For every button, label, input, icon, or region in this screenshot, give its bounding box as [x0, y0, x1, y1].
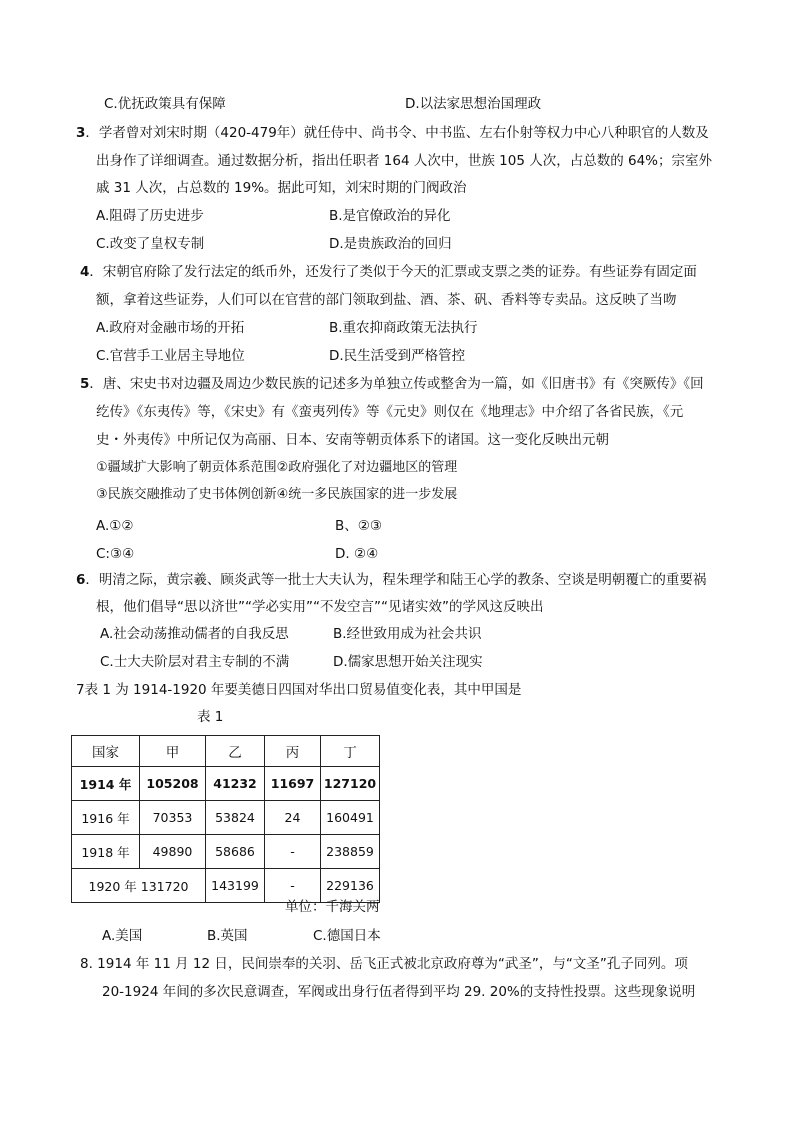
header-bing: 丙 [265, 736, 321, 767]
q4-option-d: D.民生活受到严格管控 [329, 348, 466, 364]
header-yi: 乙 [206, 736, 265, 767]
q3-text: ．学者曾对刘宋时期（420-479年）就任侍中、尚书令、中书监、左右仆射等权力中心八种职官的人数及 [85, 125, 709, 141]
cell-bing: 24 [265, 801, 321, 835]
q5-option-c: C:③④ [96, 546, 135, 562]
cell-ding: 238859 [321, 835, 380, 869]
cell-yi: 143199 [206, 869, 265, 903]
q5-statement-1-2: ①疆域扩大影响了朝贡体系范围②政府强化了对边疆地区的管理 [96, 460, 458, 475]
q3-option-a: A.阻碍了历史进步 [96, 208, 204, 224]
q5-option-d: D. ②④ [335, 546, 379, 562]
cell-ding: 127120 [321, 767, 380, 801]
q5-option-b: B、②③ [335, 518, 382, 534]
q8-stem-line2: 20-1924 年间的多次民意调查，军阀或出身行伍者得到平均 29. 20%的支持性投票。这些现象说明 [102, 984, 696, 1000]
cell-yi: 58686 [206, 835, 265, 869]
cell-jia: 49890 [140, 835, 206, 869]
q3-number: 3 [76, 125, 86, 141]
header-jia: 甲 [140, 736, 206, 767]
q7-option-c: C.德国日本 [313, 928, 381, 944]
q5-number: 5 [80, 376, 90, 392]
cell-ding: 229136 [321, 869, 380, 903]
cell-jia: 105208 [140, 767, 206, 801]
q5-statement-3-4: ③民族交融推动了史书体例创新④统一多民族国家的进一步发展 [96, 487, 458, 502]
row-year: 1914 年 [72, 767, 140, 801]
q2-option-c: C.优抚政策具有保障 [104, 96, 226, 112]
q6-option-a: A.社会动荡推动儒者的自我反思 [100, 626, 289, 642]
cell-yi: 41232 [206, 767, 265, 801]
row-year: 1916 年 [72, 801, 140, 835]
q3-option-b: B.是官僚政治的异化 [329, 208, 451, 224]
q7-option-a: A.美国 [102, 928, 143, 944]
cell-bing: - [265, 835, 321, 869]
table-unit-note: 单位：千海关两 [285, 899, 380, 915]
q5-stem-line3: 史・外夷传》中所记仅为高丽、日本、安南等朝贡体系下的诸国。这一变化反映出元朝 [96, 432, 609, 448]
q4-stem-line1 [80, 262, 697, 282]
q2-option-d: D.以法家思想治国理政 [405, 96, 542, 112]
table-header-row [72, 736, 380, 767]
cell-bing: 11697 [265, 767, 321, 801]
q5-stem-line1 [80, 374, 704, 394]
q3-option-d: D.是贵族政治的回归 [329, 236, 452, 252]
q5-option-a: A.①② [96, 518, 134, 534]
cell-ding: 160491 [321, 801, 380, 835]
q3-stem-line1 [76, 123, 709, 143]
q4-option-b: B.重农抑商政策无法执行 [329, 320, 478, 336]
table-row [72, 801, 380, 835]
q4-option-a: A.政府对金融市场的开拓 [96, 320, 245, 336]
q4-text: ．宋朝官府除了发行法定的纸币外，还发行了类似于今天的汇票或支票之类的证券。有些证券有固定面 [89, 264, 697, 280]
q3-stem-line2: 出身作了详细调查。通过数据分析，指出任职者 164 人次中，世族 105 人次，占总数的 64%；宗室外 [96, 153, 712, 169]
table-row [72, 767, 380, 801]
q4-number: 4 [80, 264, 90, 280]
q6-stem-line2: 根，他们倡导“思以济世”“学必实用”“不发空言”“见诸实效”的学风这反映出 [96, 599, 544, 615]
q6-number: 6 [76, 572, 86, 588]
q5-stem-line2: 纥传》《东夷传》等，《宋史》有《蛮夷列传》等《元史》则仅在《地理志》中介绍了各省民族，《元 [96, 404, 684, 420]
q7-option-b: B.英国 [207, 928, 248, 944]
q6-text: ．明清之际，黄宗羲、顾炎武等一批士大夫认为，程朱理学和陆王心学的教条、空谈是明朝覆亡的重要祸 [85, 572, 707, 588]
table-title: 表 1 [197, 709, 224, 725]
q6-option-d: D.儒家思想开始关注现实 [333, 654, 483, 670]
q3-option-c: C.改变了皇权专制 [96, 236, 205, 252]
cell-jia: 70353 [140, 801, 206, 835]
cell-bing: - [265, 869, 321, 903]
q5-text: ．唐、宋史书对边疆及周边少数民族的记述多为单独立传或整舍为一篇，如《旧唐书》有《突厥传》《回 [89, 376, 704, 392]
header-ding: 丁 [321, 736, 380, 767]
q8-stem-line1: 8. 1914 年 11 月 12 日，民间崇奉的关羽、岳飞正式被北京政府尊为“武圣”，与“文圣”孔子同列。项 [80, 956, 688, 972]
row-year: 1918 年 [72, 835, 140, 869]
q7-stem: 7表 1 为 1914-1920 年要美德日四国对华出口贸易值变化表，其中甲国是 [76, 682, 522, 698]
row-year-and-jia: 1920 年 131720 [72, 869, 206, 903]
q4-stem-line2: 额，拿着这些证券，人们可以在官营的部门领取到盐、酒、茶、矾、香料等专卖品。这反映了当吻 [96, 292, 677, 308]
header-country: 国家 [72, 736, 140, 767]
q3-stem-line3: 戚 31 人次，占总数的 19%。据此可知，刘宋时期的门阀政治 [96, 180, 467, 196]
cell-yi: 53824 [206, 801, 265, 835]
table-row [72, 835, 380, 869]
export-trade-table [71, 735, 380, 903]
q6-option-c: C.士大夫阶层对君主专制的不满 [100, 654, 290, 670]
q4-option-c: C.官营手工业居主导地位 [96, 348, 245, 364]
q6-option-b: B.经世致用成为社会共识 [333, 626, 482, 642]
q6-stem-line1 [76, 570, 706, 590]
